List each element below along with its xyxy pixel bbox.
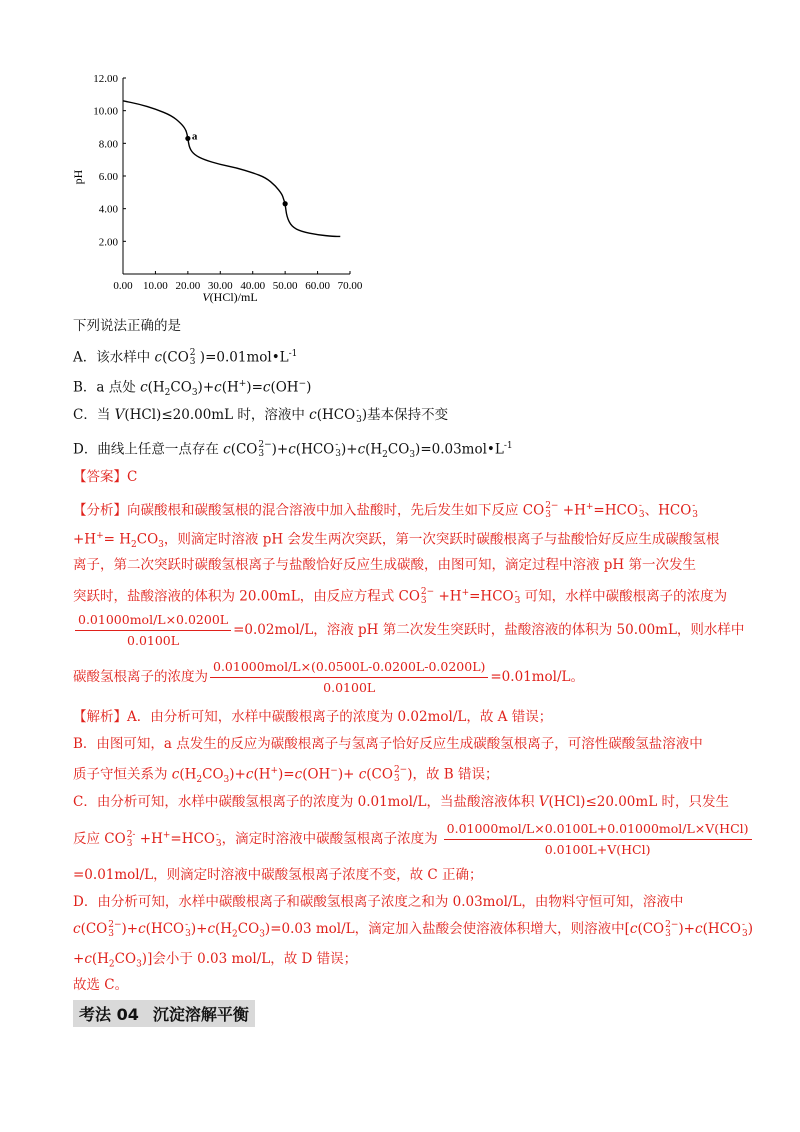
x-tick-label: 20.00 <box>175 280 201 292</box>
point-label: a <box>191 130 198 143</box>
fraction: $\frac{\text{0.01000mol/L×0.0200L}}{0.0100L}$ <box>75 611 231 650</box>
question-text: 下列说法正确的是 <box>73 318 181 334</box>
option-b: B．a 点处 $c(H_2CO_3)+c(H^+)=c(OH^-)$ <box>73 379 312 399</box>
x-tick-label: 30.00 <box>207 280 233 292</box>
x-tick-label: 10.00 <box>143 280 168 292</box>
x-tick-label: 40.00 <box>240 280 266 292</box>
explanation-c-3: =0.01mol/L，则滴定时溶液中碳酸氢根离子浓度不变，故 C 正确； <box>73 867 483 883</box>
y-tick-label: 10.00 <box>93 105 118 118</box>
explanation-d-1: D．由分析可知，水样中碳酸根离子和碳酸氢根离子浓度之和为 0.03mol/L，由物料守恒可知，溶液中 <box>73 894 684 910</box>
option-c: C．当 V(HCl)≤20.00mL 时，溶液中 c(HCO - 3 )基本保持不变 <box>73 405 449 425</box>
explanation-b-1: B．由图可知，a 点发生的反应为碳酸根离子与氢离子恰好反应生成碳酸氢根离子，可溶性碳酸氢盐溶液中 <box>73 736 703 752</box>
analysis-line-2: $+H^+= H_2CO_3$，则滴定时溶液 pH 会发生两次突跃，第一次突跃时碳酸根离子与盐酸恰好反应生成碳酸氢根 <box>73 531 720 551</box>
x-tick-label: 50.00 <box>272 280 298 292</box>
option-d: D．曲线上任意一点存在 c(CO 2− 3 )+c(HCO - 3 )$+c(H_2CO_3)=0.03mol•L^{-1}$ <box>73 440 513 461</box>
y-tick-label: 6.00 <box>98 171 118 183</box>
analysis-line-4: 突跃时，盐酸溶液的体积为 20.00mL，由反应方程式 CO 2− 3 +H+=HCO - 3 可知，水样中碳酸根离子的浓度为 <box>73 587 728 606</box>
y-axis-label: pH <box>71 169 85 185</box>
analysis-line-3: 离子，第二次突跃时碳酸氢根离子与盐酸恰好反应生成碳酸，由图可知，滴定过程中溶液 pH 第一次发生 <box>73 557 696 573</box>
analysis-line-5: $\frac{\text{0.01000mol/L×0.0200L}}{0.0100L}$ =0.02mol/L，溶液 pH 第二次发生突跃时，盐酸溶液的体积为 50.00mL，则水样中 <box>73 611 744 650</box>
explanation-c-2: 反应 CO 2- 3 +H+=HCO - 3 ，滴定时溶液中碳酸氢根离子浓度为 $\frac{\text{0.01000mol/L×0.0100L+0.01000mol/L×V(HCl)}}{\text{0.0100L+V(HCl)}}$ <box>73 820 754 859</box>
x-tick-label: 60.00 <box>305 280 330 292</box>
fraction: $\frac{\text{0.01000mol/L×(0.0500L-0.0200L-0.0200L)}}{0.0100L}$ <box>210 658 488 697</box>
explanation-c-1: C．由分析可知，水样中碳酸氢根离子的浓度为 0.01mol/L，当盐酸溶液体积 V(HCl)≤20.00mL 时，只发生 <box>73 794 729 810</box>
equivalence-point <box>283 201 288 206</box>
analysis-line-6: 碳酸氢根离子的浓度为 $\frac{\text{0.01000mol/L×(0.0500L-0.0200L-0.0200L)}}{0.0100L}$ =0.01mol/L。 <box>73 659 585 695</box>
conclusion-text: 故选 C。 <box>73 977 129 993</box>
y-tick-label: 12.00 <box>93 73 118 85</box>
explanation-d-3: $+c(H_2CO_3)$]会小于 0.03 mol/L，故 D 错误； <box>73 951 358 970</box>
equivalence-point <box>185 136 190 141</box>
x-tick-label: 0.00 <box>113 280 133 292</box>
explanation-d-2: c(CO 2− 3 )+c(HCO - 3 )$+c(H_2CO_3)=0.03$ mol/L，滴定加入盐酸会使溶液体积增大，则溶液中[c(CO 2− 3 )+c(HCO - 3 ) <box>73 919 754 940</box>
titration-chart <box>60 65 370 310</box>
fraction: $\frac{\text{0.01000mol/L×0.0100L+0.01000mol/L×V(HCl)}}{\text{0.0100L+V(HCl)}}$ <box>444 820 752 859</box>
y-tick-label: 4.00 <box>98 203 118 216</box>
answer-text: 【答案】C <box>73 469 138 485</box>
option-a: A．该水样中 c(CO 2 3 )$=0.01mol•L^{-1}$ <box>73 348 298 367</box>
explanation-b-2: 质子守恒关系为 $c(H_2CO_3)+c(H^+)=c(OH^-)+ c(CO$ 2− 3 )，故 B 错误； <box>73 765 499 786</box>
y-tick-label: 8.00 <box>98 138 118 151</box>
analysis-line-1: 【分析】向碳酸根和碳酸氢根的混合溶液中加入盐酸时，先后发生如下反应 CO 2− 3 +H+=HCO - 3 、HCO - 3 <box>73 501 699 520</box>
x-axis-label: V(HCl)/mL <box>202 290 258 304</box>
x-tick-label: 70.00 <box>337 280 363 292</box>
explanation-a: 【解析】A．由分析可知，水样中碳酸根离子的浓度为 0.02mol/L，故 A 错误； <box>73 709 553 725</box>
titration-curve <box>123 101 340 237</box>
y-tick-label: 2.00 <box>98 236 118 249</box>
section-heading: 考法 04 沉淀溶解平衡 <box>73 1000 255 1027</box>
